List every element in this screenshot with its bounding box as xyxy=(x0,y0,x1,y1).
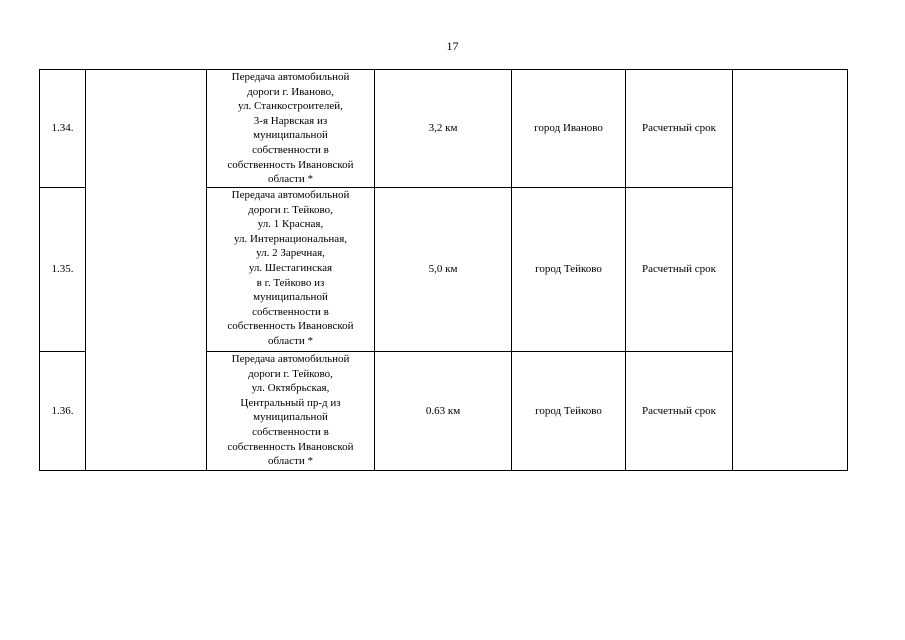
description-line: области * xyxy=(267,173,314,186)
row-description xyxy=(207,188,375,352)
row-length: 5,0 км xyxy=(375,188,512,352)
description-line: собственность Ивановской xyxy=(227,440,354,453)
empty-merged-cell xyxy=(86,70,207,471)
row-term: Расчетный срок xyxy=(626,188,733,352)
description-line: муниципальной xyxy=(253,129,328,142)
description-line: ул. 1 Красная, xyxy=(257,218,324,231)
description-line: дороги г. Тейково, xyxy=(248,367,333,380)
description-line: ул. Интернациональная, xyxy=(233,232,348,245)
description-line: Передача автомобильной xyxy=(231,189,350,201)
row-description xyxy=(207,352,375,471)
row-length: 3,2 км xyxy=(375,70,512,188)
description-line: дороги г. Иваново, xyxy=(247,85,334,98)
description-line: Передача автомобильной xyxy=(231,353,350,365)
description-line: собственность Ивановской xyxy=(227,320,354,333)
description-line: собственности в xyxy=(252,305,329,318)
description-line: ул. Октябрьская, xyxy=(251,382,330,395)
description-line: области * xyxy=(267,455,314,468)
description-line: Передача автомобильной xyxy=(231,71,350,83)
description-line: дороги г. Тейково, xyxy=(248,203,333,216)
row-length: 0.63 км xyxy=(375,352,512,471)
row-number: 1.35. xyxy=(40,188,86,352)
description-line: муниципальной xyxy=(253,411,328,424)
empty-merged-cell xyxy=(733,70,848,471)
description-line: 3-я Нарвская из xyxy=(253,114,328,127)
row-number: 1.36. xyxy=(40,352,86,471)
roads-table xyxy=(39,69,848,471)
row-location: город Тейково xyxy=(512,352,626,471)
description-line: области * xyxy=(267,334,314,347)
description-line: собственности в xyxy=(252,425,329,438)
description-line: Центральный пр-д из xyxy=(240,396,341,409)
description-line: ул. Станкостроителей, xyxy=(238,100,343,113)
description-line: собственности в xyxy=(252,143,329,156)
description-line: в г. Тейково из xyxy=(256,276,325,289)
row-term: Расчетный срок xyxy=(626,70,733,188)
row-term: Расчетный срок xyxy=(626,352,733,471)
description-line: ул. 2 Заречная, xyxy=(256,247,325,260)
description-line: ул. Шестагинская xyxy=(248,261,333,274)
description-line: муниципальной xyxy=(253,291,328,304)
row-description xyxy=(207,70,375,188)
description-line: собственность Ивановской xyxy=(227,158,354,171)
table-row xyxy=(40,70,848,188)
page-number: 17 xyxy=(446,39,459,53)
row-number: 1.34. xyxy=(40,70,86,188)
row-location: город Тейково xyxy=(512,188,626,352)
row-location: город Иваново xyxy=(512,70,626,188)
